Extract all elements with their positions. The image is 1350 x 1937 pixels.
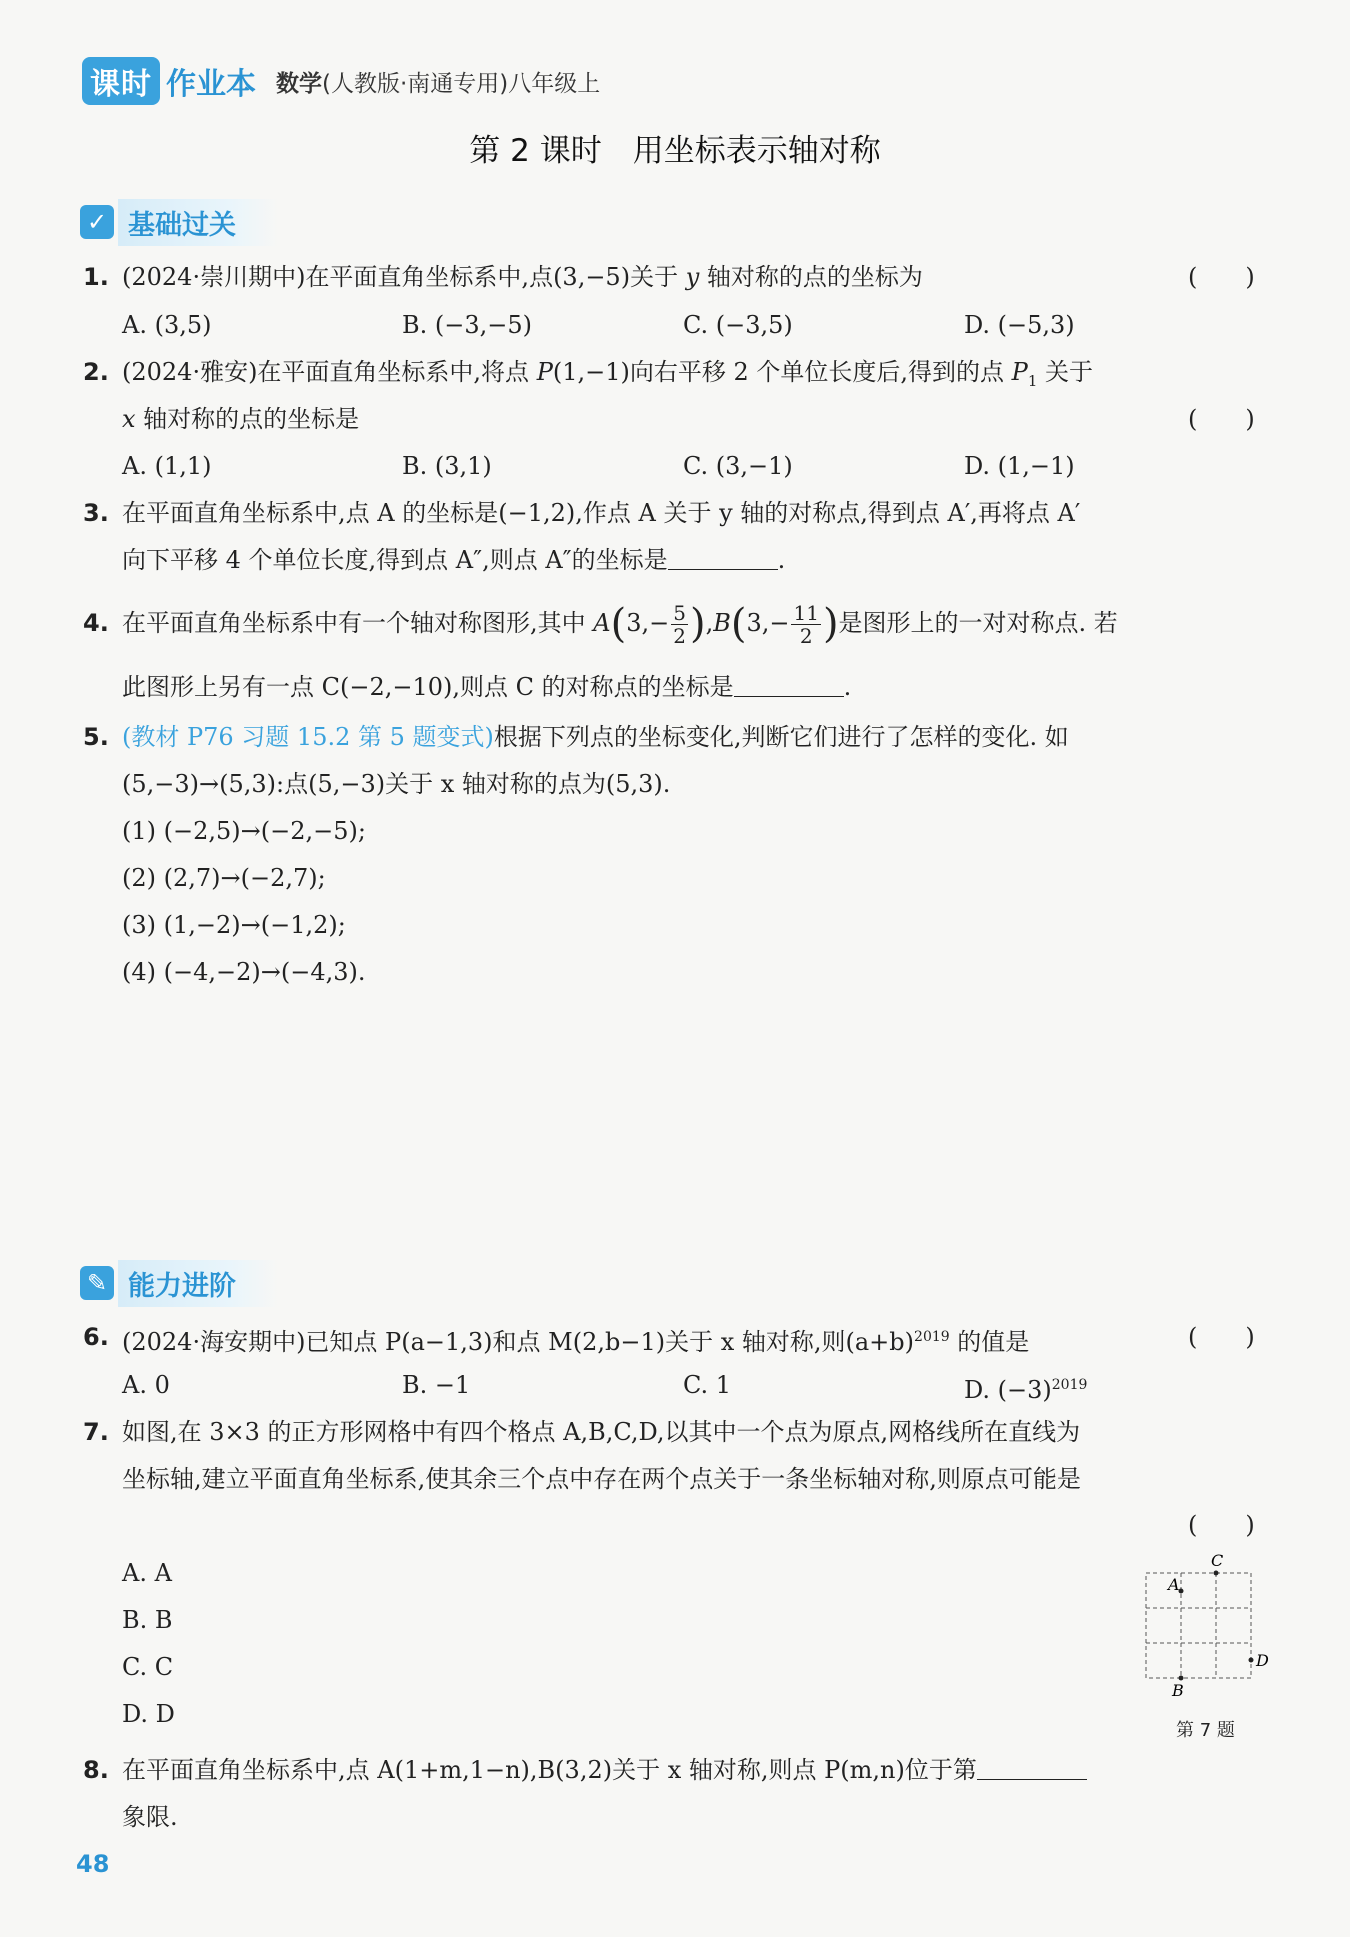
q4-sep: , [705,609,714,637]
q4-a-x: 3,− [626,609,670,637]
q4-answer-blank[interactable] [734,674,844,697]
q6-answer-paren[interactable]: ( ) [1188,1323,1255,1351]
grid-border [1146,1573,1251,1678]
q7-option-a[interactable]: A. A [122,1559,172,1587]
q3-end: . [777,546,786,574]
q3-stem-line2 [122,545,785,575]
q2-var-p1: P [1011,358,1028,386]
q4-text-c: 此图形上另有一点 C(−2,−10),则点 C 的对称点的坐标是 [122,673,734,701]
q5-item-3: (3) (1,−2)→(−1,2); [122,911,346,939]
q5-item-2: (2) (2,7)→(−2,7); [122,864,326,892]
point-c [1214,1571,1219,1576]
q2-var-p: P [536,358,553,386]
q6-number: 6. [83,1323,109,1351]
q4-frac-b [791,602,820,647]
q8-stem-line1 [122,1755,1087,1785]
q8-number: 8. [83,1756,109,1784]
q6-stem [122,1322,1029,1357]
q2-option-b[interactable]: B. (3,1) [402,452,492,480]
q5-stem-line1 [122,722,1069,752]
q4-text-b: 是图形上的一对对称点. 若 [838,609,1118,637]
section-advanced [80,1261,278,1305]
q6-exponent: 2019 [914,1329,950,1345]
q2-number: 2. [83,358,109,386]
q8-text: 在平面直角坐标系中,点 A(1+m,1−n),B(3,2)关于 x 轴对称,则点 P(m,n)位于第 [122,1756,977,1784]
q6-option-d[interactable] [964,1370,1087,1405]
q3-number: 3. [83,499,109,527]
q4-paren-open-b: ( [730,601,747,647]
q4-var-b: B [713,609,731,637]
q7-option-b[interactable]: B. B [122,1606,173,1634]
q5-item-4: (4) (−4,−2)→(−4,3). [122,958,366,986]
q6-tail: 的值是 [949,1328,1030,1356]
q4-stem-line1 [122,594,1118,653]
q7-stem-line2: 坐标轴,建立平面直角坐标系,使其余三个点中存在两个点关于一条坐标轴对称,则原点可能是 [122,1465,1081,1493]
q6-option-d-exp: 2019 [1051,1377,1088,1393]
q1-stem [122,262,923,292]
q1-text-a: 在平面直角坐标系中,点(3,−5)关于 [305,263,686,291]
q1-number: 1. [83,263,109,291]
q4-frac-b-num: 11 [793,601,819,625]
q7-figure-caption: 第 7 题 [1176,1720,1235,1741]
grid-lines [1146,1573,1251,1678]
q2-option-d[interactable]: D. (1,−1) [964,452,1075,480]
q6-option-a[interactable]: A. 0 [122,1371,170,1399]
q7-stem-line1: 如图,在 3×3 的正方形网格中有四个格点 A,B,C,D,以其中一个点为原点,网格线所在直线为 [122,1418,1081,1446]
subject-label: 数学 [276,70,322,97]
q4-text-a: 在平面直角坐标系中有一个轴对称图形,其中 [122,609,594,637]
q4-frac-a-den: 2 [673,624,686,648]
q4-number: 4. [83,609,109,637]
point-b [1179,1676,1184,1681]
q1-answer-paren[interactable]: ( ) [1188,263,1255,291]
q1-text-b: 轴对称的点的坐标为 [699,263,923,291]
pencil-icon: ✎ [80,1266,114,1300]
label-c: C [1211,1551,1224,1570]
section-basic-label: 基础过关 [118,199,278,246]
q2-text-c: 关于 [1037,358,1093,386]
q8-stem-line2: 象限. [122,1803,178,1831]
q5-text: 根据下列点的坐标变化,判断它们进行了怎样的变化. 如 [493,723,1069,751]
q7-option-d[interactable]: D. D [122,1700,175,1728]
q2-text-d: 轴对称的点的坐标是 [135,405,360,433]
q5-number: 5. [83,723,109,751]
q7-grid-figure [1130,1548,1280,1698]
q6-text: (2024·海安期中)已知点 P(a−1,3)和点 M(2,b−1)关于 x 轴对称,则(a+b) [122,1328,915,1356]
book-subtitle [276,65,600,98]
q1-var: y [685,263,700,291]
section-basic [80,200,278,244]
q5-source: (教材 P76 习题 15.2 第 5 题变式) [122,723,494,751]
label-d: D [1256,1651,1269,1670]
q1-source: (2024·崇川期中) [122,263,306,291]
q2-stem-line2 [122,404,359,434]
q4-paren-close-b: ) [822,601,839,647]
q1-option-d[interactable]: D. (−5,3) [964,311,1075,339]
q3-answer-blank[interactable] [668,547,778,570]
lesson-title: 第 2 课时 用坐标表示轴对称 [469,133,881,169]
q4-b-x: 3,− [746,609,790,637]
q4-stem-line2 [122,672,851,702]
q3-text: 向下平移 4 个单位长度,得到点 A″,则点 A″的坐标是 [122,546,668,574]
q2-option-c[interactable]: C. (3,−1) [683,452,793,480]
point-d [1249,1658,1254,1663]
check-icon: ✓ [80,205,114,239]
q2-option-a[interactable]: A. (1,1) [122,452,212,480]
q7-number: 7. [83,1418,109,1446]
q1-option-b[interactable]: B. (−3,−5) [402,311,533,339]
q6-option-d-text: D. (−3) [964,1376,1052,1404]
label-b: B [1172,1681,1184,1698]
label-a: A [1168,1575,1180,1594]
q8-answer-blank[interactable] [977,1757,1087,1780]
q4-frac-a [671,602,688,647]
q2-text-a: (2024·雅安)在平面直角坐标系中,将点 [122,358,537,386]
q3-stem-line1: 在平面直角坐标系中,点 A 的坐标是(−1,2),作点 A 关于 y 轴的对称点,得到点 A′,再将点 A′ [122,499,1081,527]
q4-frac-a-num: 5 [673,601,686,625]
logo-badge: 课时 [82,57,160,105]
section-advanced-label: 能力进阶 [118,1260,278,1307]
q5-stem-line2: (5,−3)→(5,3):点(5,−3)关于 x 轴对称的点为(5,3). [122,770,671,798]
q1-option-c[interactable]: C. (−3,5) [683,311,793,339]
q4-frac-b-den: 2 [799,624,813,648]
q4-var-a: A [593,609,611,637]
q5-item-1: (1) (−2,5)→(−2,−5); [122,817,366,845]
edition-label: (人教版·南通专用)八年级上 [322,70,601,97]
book-header [82,58,600,104]
q6-option-b[interactable]: B. −1 [402,1371,471,1399]
q1-option-a[interactable]: A. (3,5) [122,311,212,339]
q2-text-b: (1,−1)向右平移 2 个单位长度后,得到的点 [552,358,1012,386]
logo-text: 作业本 [166,67,256,102]
q2-var-x: x [122,405,136,433]
page-number: 48 [76,1850,110,1878]
q7-option-c[interactable]: C. C [122,1653,174,1681]
q4-end: . [843,673,852,701]
q7-answer-paren[interactable]: ( ) [1188,1511,1255,1539]
q2-answer-paren[interactable]: ( ) [1188,405,1255,433]
q4-paren-open-a: ( [610,601,627,647]
q2-sub: 1 [1027,371,1038,390]
q4-paren-close-a: ) [689,601,706,647]
q6-option-c[interactable]: C. 1 [683,1371,732,1399]
q2-stem-line1 [122,357,1093,396]
